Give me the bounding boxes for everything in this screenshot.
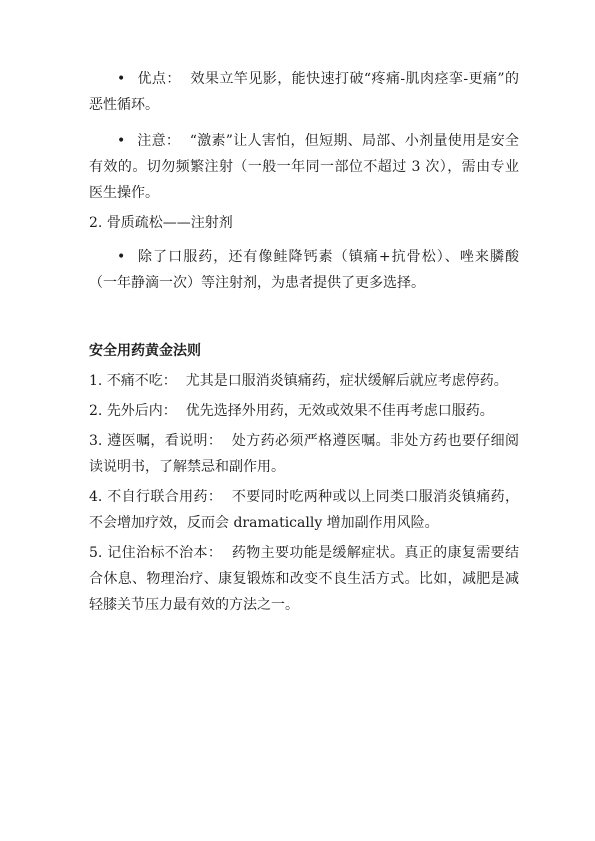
rule-text: 优先选择外用药，无效或效果不佳再考虑口服药。 (185, 403, 494, 419)
rule-number: 3. (89, 433, 103, 449)
bullet-advantage (89, 66, 519, 118)
bullet-marker: • (117, 249, 126, 265)
rule-number: 2. (89, 403, 103, 419)
rule-text: 药物主要功能是缓解症状。真正的康复需要结合休息、物理治疗、康复锻炼和改变不良生活方式。比如，减肥是减轻膝关节压力最有效的方法之一。 (89, 545, 520, 613)
rule-item-5 (89, 540, 519, 618)
bullet-marker: • (117, 71, 126, 87)
rule-label: 不自行联合用药： (107, 489, 223, 505)
bullet-text: 效果立竿见影，能快速打破“疼痛-肌肉痉挛-更痛”的恶性循环。 (89, 71, 520, 113)
rule-text: 处方药必须严格遵医嘱。非处方药也要仔细阅读说明书，了解禁忌和副作用。 (89, 433, 520, 475)
rule-label: 记住治标不治本： (107, 545, 223, 561)
rule-item-1 (89, 368, 519, 394)
subsection-heading (89, 210, 519, 236)
bullet-label: 注意： (137, 133, 181, 149)
bullet-text: 除了口服药，还有像鲑降钙素（镇痛+抗骨松）、唑来膦酸（一年静滴一次）等注射剂，为患者提供了更多选择。 (89, 249, 519, 291)
rule-item-2 (89, 398, 519, 424)
rule-label: 不痛不吃： (106, 373, 177, 389)
bullet-caution (89, 128, 519, 206)
rule-number: 5. (89, 545, 103, 561)
rule-label: 先外后内： (106, 403, 177, 419)
bullet-osteoporosis (89, 244, 519, 296)
rule-number: 4. (89, 489, 103, 505)
bullet-marker: • (117, 133, 126, 149)
rule-label: 遵医嘱，看说明： (107, 433, 223, 449)
bullet-label: 优点： (137, 71, 181, 87)
rule-item-4 (89, 484, 519, 536)
bullet-text: “激素”让人害怕，但短期、局部、小剂量使用是安全有效的。切勿频繁注射（一般一年同一部位不超过 3 次），需由专业医生操作。 (89, 133, 519, 201)
rule-item-3 (89, 428, 519, 480)
subsection-title: 骨质疏松——注射剂 (106, 215, 233, 231)
rule-text: 尤其是口服消炎镇痛药，症状缓解后就应考虑停药。 (185, 373, 508, 389)
section-heading: 安全用药黄金法则 (89, 343, 201, 359)
rule-number: 1. (89, 373, 103, 389)
subsection-number: 2. (89, 215, 103, 231)
rule-text: 不要同时吃两种或以上同类口服消炎镇痛药，不会增加疗效，反而会 dramatically 增加副作用风险。 (89, 489, 520, 531)
